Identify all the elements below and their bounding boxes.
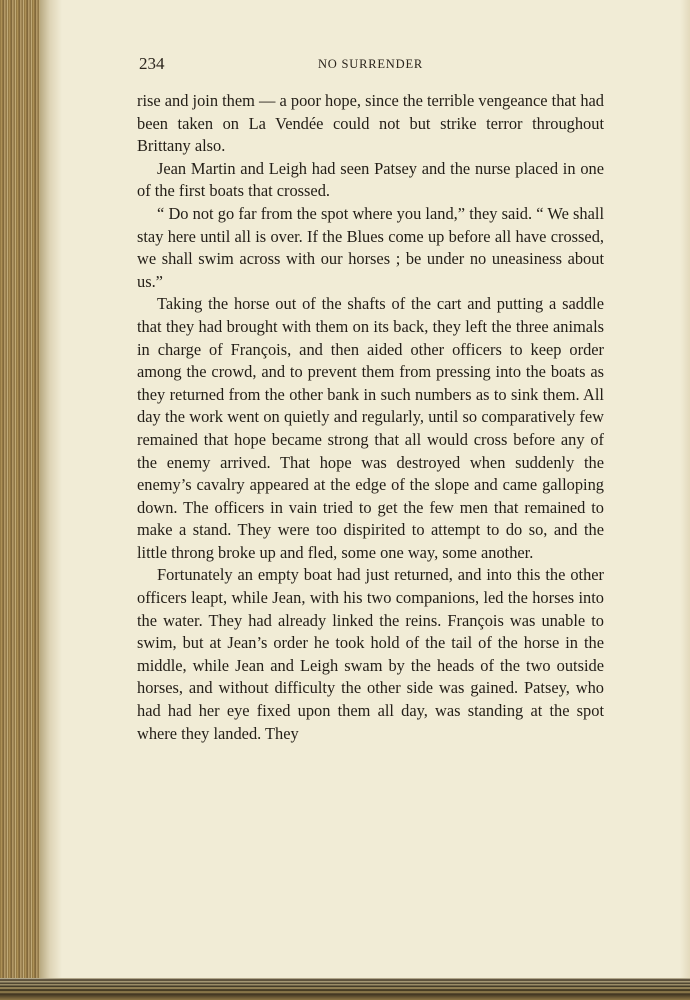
paragraph: “ Do not go far from the spot where you land,” they said. “ We shall stay here until all is over. If the Blues come up before all have crossed, we shall swim across with our horses ; be under no uneasiness about us.” xyxy=(137,203,604,291)
paragraph: Taking the horse out of the shafts of the cart and putting a saddle that they had brought with them on its back, they left the three animals in charge of François, and then aided other officers to keep order among the crowd, and to prevent them from pressing into the boats as they returned from the other bank in such numbers as to sink them. All day the work went on quietly and regularly, until so comparatively few remained that hope became strong that all would cross before any of the enemy arrived. That hope was destroyed when suddenly the enemy’s cavalry appeared at the edge of the slope and came galloping down. The officers in vain tried to get the few men that remained to make a stand. They were too dispirited to attempt to do so, and the little throng broke up and fled, some one way, some another. xyxy=(137,294,604,562)
paragraph: Fortunately an empty boat had just returned, and into this the other officers leapt, while Jean, with his two companions, led the horses into the water. They had already linked the reins. François was unable to swim, but at Jean’s order he took hold of the tail of the horse in the middle, while Jean and Leigh swam by the heads of the two outside horses, and without difficulty the other side was gained. Patsey, who had had her eye fixed upon them all day, was standing at the spot where they landed. They xyxy=(137,565,604,743)
gutter-shadow xyxy=(40,0,62,1000)
book-page xyxy=(137,54,604,745)
page-number: 234 xyxy=(139,54,165,73)
book-binding xyxy=(0,0,40,1000)
paragraph: rise and join them — a poor hope, since the terrible vengeance that had been taken on La Vendée could not but strike terror throughout Brittany also. xyxy=(137,91,604,156)
page-header xyxy=(137,54,604,78)
running-head: NO SURRENDER xyxy=(317,57,424,71)
page-edge-right xyxy=(680,0,690,1000)
page-edges-bottom xyxy=(0,978,690,1000)
paragraph: Jean Martin and Leigh had seen Patsey and the nurse placed in one of the first boats that crossed. xyxy=(137,158,604,201)
page-body xyxy=(137,90,604,745)
